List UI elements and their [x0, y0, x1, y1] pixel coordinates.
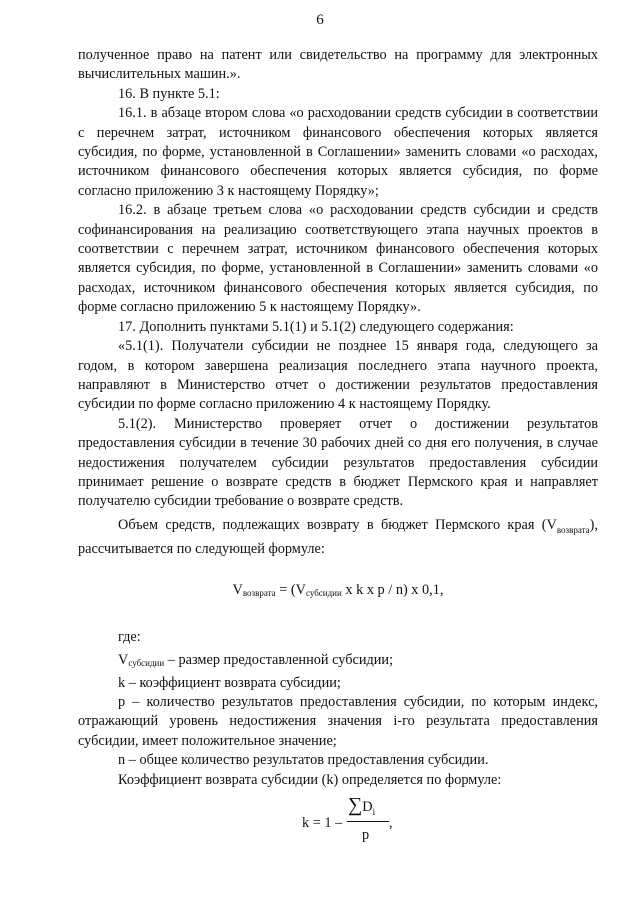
variable-p-definition: p – количество результатов предоставления субсидии, по которым индекс, отражающий уровень недостижения значения i-го результата предоставления субсидии, имеет положительное значение;: [78, 694, 598, 749]
variable-v-definition: $V_{субсидии}$ – размер предоставленной субсидии;: [118, 652, 394, 669]
paragraph-1: полученное право на патент или свидетельство на программу для электронных вычислительных машин.».: [78, 47, 598, 83]
formula-numerator: $\sum D_i$: [348, 794, 376, 817]
paragraph-item-16: 16. В пункте 5.1:: [118, 85, 220, 102]
page-number: 6: [316, 12, 324, 28]
paragraph-volume-formula-intro: Объем средств, подлежащих возврату в бюджет Пермского края $(V_{возврата})$, рассчитывается по следующей формуле:: [78, 516, 598, 558]
variable-n-definition: n – общее количество результатов предоставления субсидии.: [118, 752, 489, 769]
document-body: [78, 46, 598, 858]
coefficient-formula: [78, 794, 598, 858]
paragraph-item-16-2: 16.2. в абзаце третьем слова «о расходовании средств субсидии и средств софинансирования на реализацию соответствующего этапа научных проектов в соответствии с перечнем затрат, источником финансового обеспечения которых является субсидия, по форме, установленной в Соглашении» заменить словами «о расходах, источником финансового обеспечения которых является субсидия, по форме согласно приложению 5 к настоящему Порядку».: [78, 202, 598, 316]
formula-lhs: k = 1 –: [302, 815, 343, 832]
paragraph-5-1-2: 5.1(2). Министерство проверяет отчет о достижении результатов предоставления субсидии в течение 30 рабочих дней со дня его получения, в случае недостижения получателем субсидии результатов предоставления субсидии принимает решение о возврате средств в бюджет Пермского края и направляет получателю субсидии требование о возврате средств.: [78, 415, 598, 510]
where-label: где:: [118, 628, 141, 645]
variable-k-definition: k – коэффициент возврата субсидии;: [118, 674, 341, 691]
fraction-bar: [347, 821, 389, 822]
coefficient-intro: Коэффициент возврата субсидии (k) определяется по формуле:: [118, 771, 502, 788]
return-volume-formula: $V_{возврата} = (V_{субсидии}$ x k x p / n) x 0,1,: [232, 582, 444, 599]
formula-tail: ,: [389, 815, 393, 832]
formula-denominator: p: [362, 827, 370, 844]
paragraph-item-16-1: 16.1. в абзаце втором слова «о расходовании средств субсидии в соответствии с перечнем затрат, источником финансового обеспечения которых является субсидия, по форме, установленной в Соглашении» заменить словами «о расходах, источником финансового обеспечения которых является субсидия, по форме согласно приложению 3 к настоящему Порядку»;: [78, 105, 598, 199]
paragraph-5-1-1: «5.1(1). Получатели субсидии не позднее 15 января года, следующего за годом, в котором завершена реализация последнего этапа научного проекта, направляют в Министерство отчет о достижении результатов предоставления субсидии по форме согласно приложению 4 к настоящему Порядку.: [78, 338, 598, 413]
paragraph-item-17: 17. Дополнить пунктами 5.1(1) и 5.1(2) следующего содержания:: [118, 318, 514, 335]
